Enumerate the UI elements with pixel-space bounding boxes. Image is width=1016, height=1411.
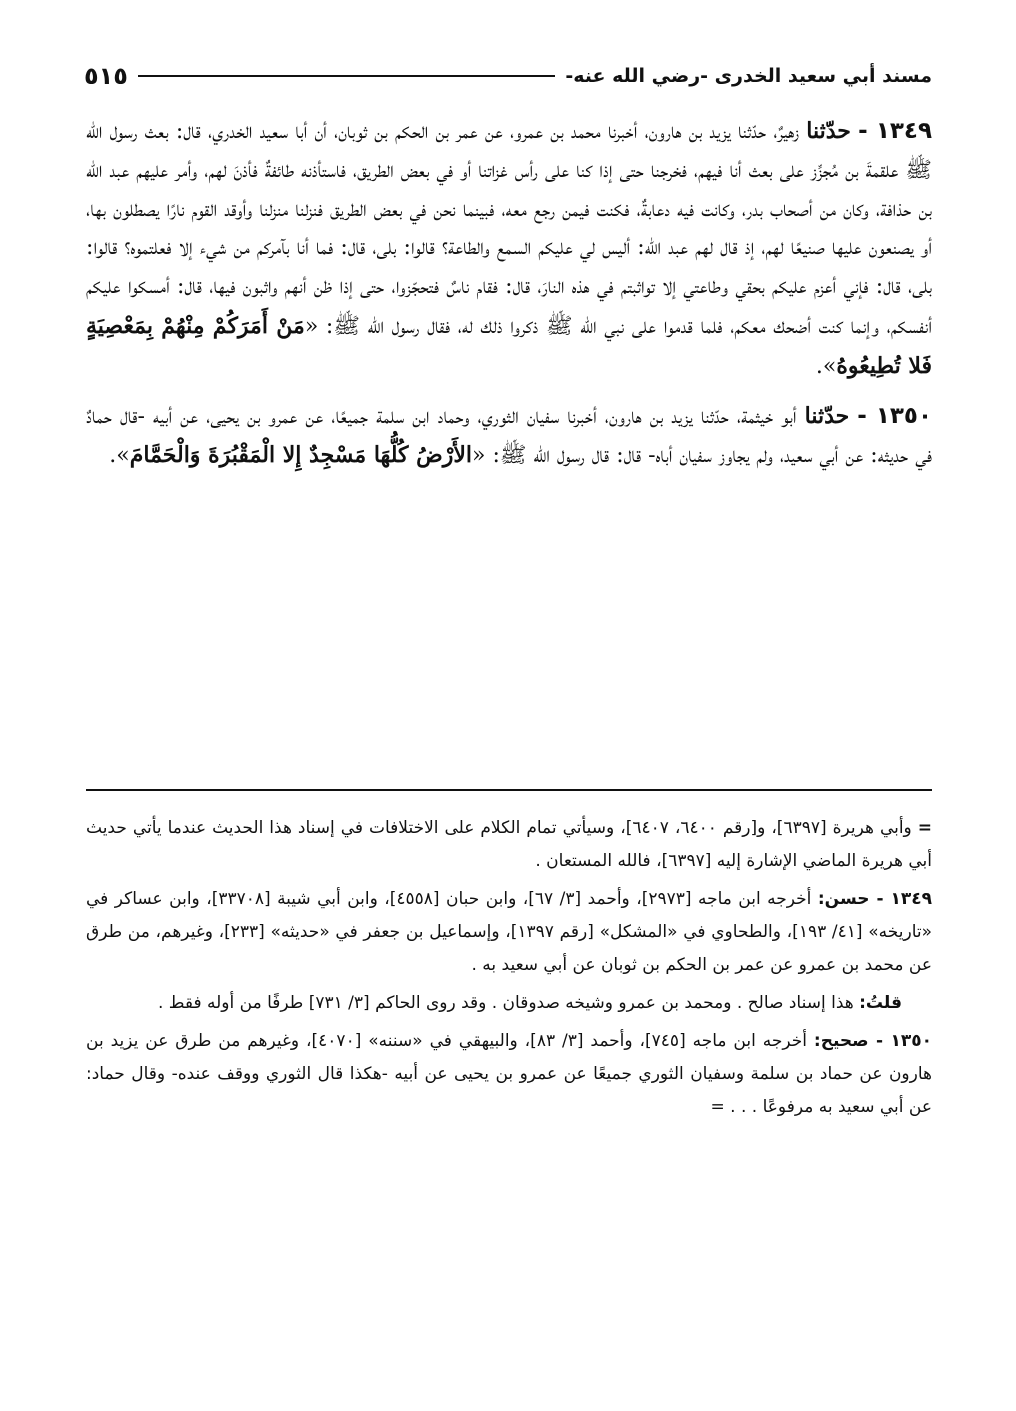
quote-close: ».: [815, 353, 837, 379]
footnote-comment: [86, 987, 932, 1020]
hadith-1349: [86, 112, 932, 387]
footnote-label: قلتُ:: [859, 993, 902, 1013]
footnote-text: هذا إسناد صالح . ومحمد بن عمرو وشيخه صدوقان . وقد روى الحاكم [٣/ ٧٣١] طرفًا من أوله فقط .: [157, 993, 854, 1013]
footnote-1350: [86, 1025, 932, 1124]
hadith-text: زهيرٌ، حدّثنا يزيد بن هارون، أخبرنا محمد بن عمرو، عن عمر بن الحكم بن ثوبان، أن أبا سعيد الخدري، قال: بعث رسول الله ﷺ علقمةَ بن مُجزِّز على بعث أنا فيهم، فخرجنا حتى إذا كنا على رأس غزاتنا أو في بعض الطريق، فاستأذنه طائفةٌ فأذنَ لهم، وأمر عليهم عبد الله بن حذافة، وكان من أصحاب بدر، وكانت فيه دعابةٌ، فكنت فيمن رجع معه، فبينما نحن في بعض الطريق فنزلنا منزلنا وأوقد القوم نارًا يصطلون بها، أو يصنعون عليها صنيعًا لهم، إذ قال لهم عبد الله: أليس لي عليكم السمع والطاعة؟ قالوا: بلى، قال: فما أنا بآمركم من شيء إلا فعلتموه؟ قالوا: بلى، قال: فإني أعزم عليكم بحقي وطاعتي إلا تواثبتم في هذه النارَ، قال: فقام ناسٌ فتحجّزوا، حتى إذا ظن أنهم واثبون فيها، قال: أمسكوا عليكم أنفسكم، وإنما كنت أضحك معكم، فلما قدموا على نبي الله ﷺ ذكروا ذلك له، فقال رسول الله ﷺ: «: [86, 119, 932, 339]
footnote-1349: [86, 883, 932, 982]
footnote-continuation: [86, 812, 932, 878]
footnote-text: أخرجه ابن ماجه [٧٤٥]، وأحمد [٣/ ٨٣]، والبيهقي في «سننه» [٤٠٧٠]، وغيرهم من طرق عن يزيد بن هارون عن حماد بن سلمة وسفيان الثوري جميعًا عن عمرو بن يحيى عن أبيه -هكذا قال الثوري ووقف عنده- وقال حماد: عن أبي سعيد به مرفوعًا . . . =: [86, 1031, 932, 1117]
footnote-label: ١٣٤٩ - حسن:: [817, 889, 932, 909]
footnote-label: ١٣٥٠ - صحيح:: [813, 1031, 933, 1051]
footnote-text: وأبي هريرة [٦٣٩٧]، و[رقم ٦٤٠٠، ٦٤٠٧]، وسيأتي تمام الكلام على الاختلافات في إسناد هذا الحديث عندما يأتي حديث أبي هريرة الماضي الإشارة إليه [٦٣٩٧]، فالله المستعان .: [86, 818, 932, 871]
main-text: [86, 112, 932, 486]
prophetic-quote: مَنْ أَمَرَكُمْ مِنْهُمْ بِمَعْصِيَةٍ فَلا تُطِيعُوهُ: [86, 312, 932, 379]
hadith-opener: حدّثنا: [806, 118, 851, 144]
footnotes: [86, 812, 932, 1129]
prophetic-quote: الأَرْضُ كُلُّهَا مَسْجِدٌ إِلا الْمَقْبُرَةَ وَالْحَمَّامَ: [129, 442, 472, 469]
running-title: مسند أبي سعيد الخدرى -رضي الله عنه-: [565, 65, 932, 87]
running-header: [84, 58, 932, 94]
quote-close: ».: [109, 443, 130, 469]
hadith-text: أبو خيثمة، حدّثنا يزيد بن هارون، أخبرنا سفيان الثوري، وحماد ابن سلمة جميعًا، عن عمرو بن يحيى، عن أبيه -قال حمادٌ في حديثه: عن أبي سعيد، ولم يجاوز سفيان أباه- قال: قال رسول الله ﷺ: «: [86, 403, 932, 469]
hadith-number: ١٣٥٠ -: [857, 402, 932, 429]
page-number: ٥١٥: [84, 62, 128, 90]
hadith-1350: [86, 397, 932, 477]
footnote-separator: [86, 789, 932, 791]
hadith-number: ١٣٤٩ -: [858, 118, 933, 144]
hadith-opener: حدّثنا: [804, 402, 850, 429]
header-rule: [138, 75, 555, 77]
footnote-text: أخرجه ابن ماجه [٢٩٧٣]، وأحمد [٣/ ٦٧]، وابن حبان [٤٥٥٨]، وابن أبي شيبة [٣٣٧٠٨]، وابن عساكر في «تاريخه» [٤١/ ١٩٣]، والطحاوي في «المشكل» [رقم ١٣٩٧]، وإسماعيل بن جعفر في «حديثه» [٢٣٣]، وغيرهم، من طرق عن محمد بن عمرو عن عمر بن الحكم بن ثوبان عن أبي سعيد به .: [86, 889, 933, 975]
footnote-label: =: [917, 818, 933, 838]
